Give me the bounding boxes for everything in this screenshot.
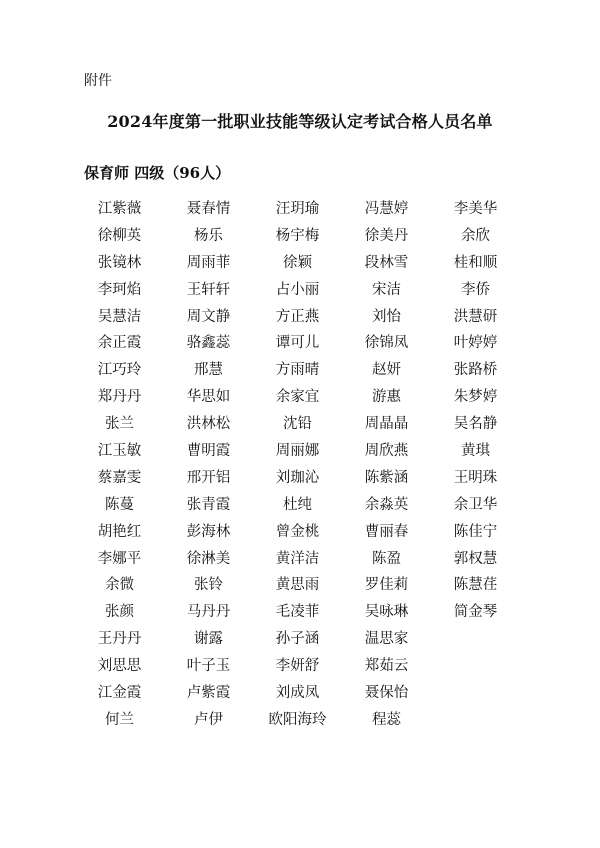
name-cell: 周文静 xyxy=(186,308,231,325)
name-cell: 陈盈 xyxy=(372,550,401,567)
name-cell: 吴名静 xyxy=(453,416,498,433)
name-cell: 李娜平 xyxy=(97,550,142,567)
name-cell: 洪林松 xyxy=(186,416,231,433)
name-cell: 洪慧研 xyxy=(453,308,498,325)
name-cell: 刘成凤 xyxy=(275,685,320,702)
name-cell: 余欣 xyxy=(461,227,490,244)
name-cell: 李珂焰 xyxy=(97,281,142,298)
name-cell: 沈铅 xyxy=(283,416,312,433)
name-cell: 王轩轩 xyxy=(186,281,231,298)
name-cell: 余正霞 xyxy=(97,335,142,352)
section-heading: 保育师 四级（96人） xyxy=(84,164,231,182)
name-cell: 游惠 xyxy=(372,389,401,406)
name-cell: 周欣燕 xyxy=(364,443,409,460)
name-cell: 欧阳海玲 xyxy=(268,711,327,728)
name-cell: 方正燕 xyxy=(275,308,320,325)
attachment-label: 附件 xyxy=(84,73,112,89)
name-cell: 杨乐 xyxy=(194,227,223,244)
name-cell: 李侨 xyxy=(461,281,490,298)
name-cell: 江巧玲 xyxy=(97,362,142,379)
empty-cell xyxy=(431,709,520,736)
name-cell: 冯慧婷 xyxy=(364,201,409,217)
name-cell: 王丹丹 xyxy=(97,631,142,648)
name-cell: 毛凌菲 xyxy=(275,604,320,621)
names-grid xyxy=(75,198,520,736)
name-cell: 马丹丹 xyxy=(186,604,231,621)
name-cell: 吴咏琳 xyxy=(364,604,409,621)
empty-cell xyxy=(431,628,520,655)
name-cell: 徐锦凤 xyxy=(364,335,409,352)
name-cell: 程蕊 xyxy=(372,711,401,728)
name-cell: 曾金桃 xyxy=(275,523,320,540)
name-cell: 余卫华 xyxy=(453,496,498,513)
name-cell: 叶婷婷 xyxy=(453,335,498,352)
name-cell: 杨宇梅 xyxy=(275,227,320,244)
empty-cell xyxy=(431,682,520,709)
name-cell: 邢慧 xyxy=(194,362,223,379)
name-cell: 张镜林 xyxy=(97,254,142,271)
name-cell: 徐柳英 xyxy=(97,227,142,244)
name-cell: 邢开铝 xyxy=(186,469,231,486)
name-cell: 蔡嘉雯 xyxy=(97,469,142,486)
name-cell: 余淼英 xyxy=(364,496,409,513)
name-cell: 郑茹云 xyxy=(364,658,409,675)
name-cell: 汪玥瑜 xyxy=(275,201,320,217)
name-cell: 张路桥 xyxy=(453,362,498,379)
name-cell: 王明珠 xyxy=(453,469,498,486)
name-cell: 曹丽春 xyxy=(364,523,409,540)
name-cell: 聂保怡 xyxy=(364,685,409,702)
name-cell: 杜纯 xyxy=(283,496,312,513)
name-cell: 张青霞 xyxy=(186,496,231,513)
document-title: 2024年度第一批职业技能等级认定考试合格人员名单 xyxy=(107,112,493,131)
name-cell: 彭海林 xyxy=(186,523,231,540)
name-cell: 徐颖 xyxy=(283,254,312,271)
name-cell: 陈佳宁 xyxy=(453,523,498,540)
name-cell: 黄思雨 xyxy=(275,577,320,594)
name-cell: 徐美丹 xyxy=(364,227,409,244)
name-cell: 吴慧洁 xyxy=(97,308,142,325)
name-cell: 黄琪 xyxy=(461,443,490,460)
name-cell: 郑丹丹 xyxy=(97,389,142,406)
name-cell: 江金霞 xyxy=(97,685,142,702)
name-cell: 卢伊 xyxy=(194,711,223,728)
name-cell: 胡艳红 xyxy=(97,523,142,540)
name-cell: 江玉敏 xyxy=(97,443,142,460)
name-cell: 谢露 xyxy=(194,631,223,648)
name-cell: 江紫薇 xyxy=(97,201,142,217)
name-cell: 郭权慧 xyxy=(453,550,498,567)
name-cell: 陈紫涵 xyxy=(364,469,409,486)
name-cell: 余家宜 xyxy=(275,389,320,406)
name-cell: 李美华 xyxy=(453,201,498,217)
name-cell: 余微 xyxy=(105,577,134,594)
name-cell: 卢紫霞 xyxy=(186,685,231,702)
name-cell: 周晶晶 xyxy=(364,416,409,433)
name-cell: 曹明霞 xyxy=(186,443,231,460)
name-cell: 温思家 xyxy=(364,631,409,648)
name-cell: 周雨菲 xyxy=(186,254,231,271)
name-cell: 罗佳莉 xyxy=(364,577,409,594)
name-cell: 骆鑫蕊 xyxy=(186,335,231,352)
name-cell: 徐淋美 xyxy=(186,550,231,567)
name-cell: 简金琴 xyxy=(453,604,498,621)
name-cell: 赵妍 xyxy=(372,362,401,379)
name-cell: 孙子涵 xyxy=(275,631,320,648)
name-cell: 朱梦婷 xyxy=(453,389,498,406)
name-cell: 桂和顺 xyxy=(453,254,498,271)
name-cell: 叶子玉 xyxy=(186,658,231,675)
empty-cell xyxy=(431,655,520,682)
name-cell: 周丽娜 xyxy=(275,443,320,460)
name-cell: 刘珈沁 xyxy=(275,469,320,486)
name-cell: 占小丽 xyxy=(275,281,320,298)
name-cell: 黄洋洁 xyxy=(275,550,320,567)
name-cell: 刘思思 xyxy=(97,658,142,675)
name-cell: 张颜 xyxy=(105,604,134,621)
name-cell: 宋洁 xyxy=(372,281,401,298)
name-cell: 谭可儿 xyxy=(275,335,320,352)
name-cell: 刘怡 xyxy=(372,308,401,325)
name-cell: 段林雪 xyxy=(364,254,409,271)
name-cell: 张兰 xyxy=(105,416,134,433)
name-cell: 聂春情 xyxy=(186,201,231,217)
name-cell: 何兰 xyxy=(105,711,134,728)
name-cell: 陈蔓 xyxy=(105,496,134,513)
name-cell: 方雨晴 xyxy=(275,362,320,379)
name-cell: 张铃 xyxy=(194,577,223,594)
name-cell: 李妍舒 xyxy=(275,658,320,675)
name-cell: 华思如 xyxy=(186,389,231,406)
name-cell: 陈慧荏 xyxy=(453,577,498,594)
